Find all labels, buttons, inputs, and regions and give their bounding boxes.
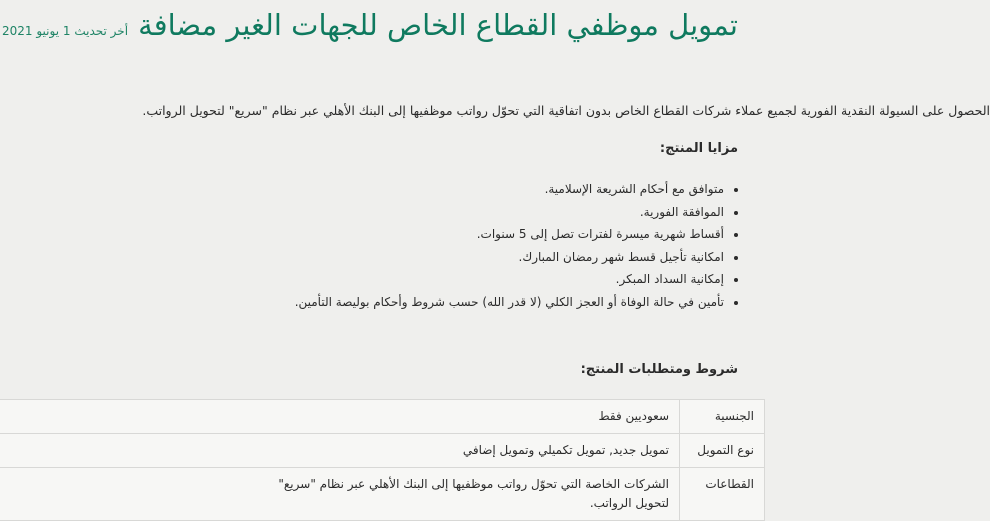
- feature-item: • أقساط شهرية ميسرة لفترات تصل إلى 5 سنوات.: [295, 223, 724, 246]
- terms-value-sectors: [0, 468, 680, 521]
- terms-heading: شروط ومتطلبات المنتج:: [580, 362, 738, 377]
- terms-table: [0, 399, 765, 521]
- feature-item: • متوافق مع أحكام الشريعة الإسلامية.: [295, 178, 724, 201]
- feature-item: • الموافقة الفورية.: [295, 201, 724, 224]
- intro-paragraph: الحصول على السيولة النقدية الفورية لجميع عملاء شركات القطاع الخاص بدون اتفاقية التي تحوّل رواتب موظفيها إلى البنك الأهلي عبر نظام "سريع" لتحويل الرواتب.: [142, 103, 990, 118]
- terms-label-sectors: القطاعات: [680, 468, 765, 521]
- terms-value-sectors-line1: الشركات الخاصة التي تحوّل رواتب موظفيها إلى البنك الأهلي عبر نظام "سريع": [278, 477, 669, 491]
- terms-label-financing-type: نوع التمويل: [680, 434, 765, 468]
- terms-label-nationality: الجنسية: [680, 400, 765, 434]
- feature-item: • امكانية تأجيل قسط شهر رمضان المبارك.: [295, 246, 724, 269]
- table-row: [0, 468, 765, 521]
- last-updated-date: أخر تحديث 1 يونيو 2021: [2, 24, 129, 38]
- terms-value-financing-type: تمويل جديد, تمويل تكميلي وتمويل إضافي: [0, 434, 680, 468]
- features-list: [295, 178, 738, 313]
- table-row: [0, 434, 765, 468]
- feature-item: • إمكانية السداد المبكر.: [295, 268, 724, 291]
- feature-item: • تأمين في حالة الوفاة أو العجز الكلي (لا قدر الله) حسب شروط وأحكام بوليصة التأمين.: [295, 291, 724, 314]
- terms-value-nationality: سعوديين فقط: [0, 400, 680, 434]
- table-row: [0, 400, 765, 434]
- page-title: تمويل موظفي القطاع الخاص للجهات الغير مضافة: [138, 8, 738, 42]
- features-heading: مزايا المنتج:: [659, 141, 738, 156]
- terms-value-sectors-line2: لتحويل الرواتب.: [589, 496, 669, 510]
